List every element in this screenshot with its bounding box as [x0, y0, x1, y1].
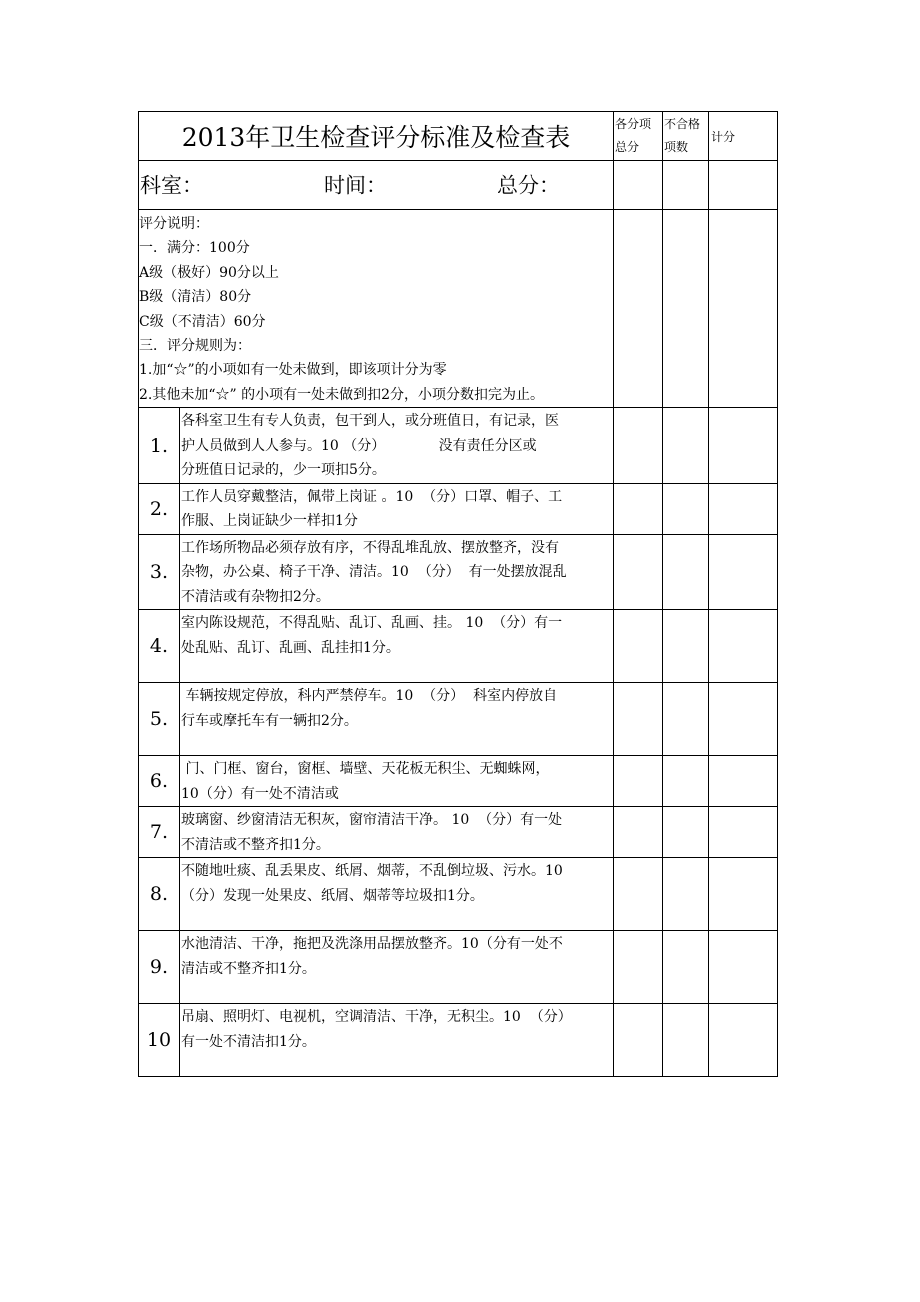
table-row [139, 858, 778, 931]
item-text: 门、门框、窗台，窗框、墙壁、天花板无积尘、无蜘蛛网， 10（分）有一处不清洁或 [180, 756, 614, 807]
rules-line: B级（清洁）80分 [139, 289, 252, 306]
table-row [139, 683, 778, 756]
rules-line: 评分说明： [139, 216, 209, 232]
inspection-table [138, 111, 778, 1077]
fail-count-header: 不合格 项数 [663, 112, 709, 161]
item-text: 玻璃窗、纱窗清洁无积灰，窗帘清洁干净。 10 （分）有一处 不清洁或不整齐扣1分。 [180, 807, 614, 858]
table-row [139, 1004, 778, 1077]
time-label: 时间： [324, 173, 387, 198]
item-number: 4. [139, 610, 180, 683]
rules-line: 2.其他未加“☆” 的小项有一处未做到扣2分，小项分数扣完为止。 [139, 386, 545, 403]
rules-line: 1.加“☆”的小项如有一处未做到，即该项计分为零 [139, 362, 447, 379]
table-row [139, 408, 778, 484]
table-row [139, 534, 778, 610]
item-number: 3. [139, 534, 180, 610]
item-number: 7. [139, 807, 180, 858]
rules-line: C级（不清洁）60分 [139, 313, 266, 330]
table-row [139, 483, 778, 534]
title-row [139, 112, 778, 161]
item-text: 工作场所物品必须存放有序，不得乱堆乱放、摆放整齐，没有 杂物，办公桌、椅子干净、清洁。10 （分） 有一处摆放混乱 不清洁或有杂物扣2分。 [180, 534, 614, 610]
total-label: 总分： [497, 173, 560, 198]
table-row [139, 807, 778, 858]
info-row [139, 161, 778, 210]
table-row [139, 610, 778, 683]
info-cell [139, 161, 614, 210]
rules-line: 三．评分规则为： [139, 338, 251, 355]
subtotal-header: 各分项 总分 [614, 112, 663, 161]
item-text: 工作人员穿戴整洁，佩带上岗证 。10 （分）口罩、帽子、工 作服、上岗证缺少一样扣1分 [180, 483, 614, 534]
page-title: 2013年卫生检查评分标准及检查表 [139, 112, 614, 161]
subtotal-cell [614, 161, 663, 210]
item-number: 2. [139, 483, 180, 534]
department-label: 科室： [140, 173, 203, 198]
item-number: 6. [139, 756, 180, 807]
table-row [139, 931, 778, 1004]
rules-line: A级（极好）90分以上 [139, 264, 279, 281]
item-text: 车辆按规定停放，科内严禁停车。10 （分） 科室内停放自 行车或摩托车有一辆扣2分。 [180, 683, 614, 756]
rules-line: 一．满分：100分 [139, 240, 250, 257]
score-cell [709, 161, 778, 210]
item-text: 吊扇、照明灯、电视机，空调清洁、干净，无积尘。10 （分） 有一处不清洁扣1分。 [180, 1004, 614, 1077]
scoring-rules [139, 210, 614, 408]
item-text: 室内陈设规范，不得乱贴、乱订、乱画、挂。 10 （分）有一 处乱贴、乱订、乱画、乱挂扣1分。 [180, 610, 614, 683]
rules-row [139, 210, 778, 408]
item-number: 5. [139, 683, 180, 756]
fail-count-cell [663, 161, 709, 210]
item-number: 8. [139, 858, 180, 931]
item-number: 10 [139, 1004, 180, 1077]
item-number: 1. [139, 408, 180, 484]
item-text: 各科室卫生有专人负责，包干到人，或分班值日，有记录，医 护人员做到人人参与。10 （分） 没有责任分区或 分班值日记录的，少一项扣5分。 [180, 408, 614, 484]
item-number: 9. [139, 931, 180, 1004]
item-text: 不随地吐痰、乱丢果皮、纸屑、烟蒂，不乱倒垃圾、污水。10 （分）发现一处果皮、纸屑、烟蒂等垃圾扣1分。 [180, 858, 614, 931]
table-row [139, 756, 778, 807]
item-text: 水池清洁、干净，拖把及洗涤用品摆放整齐。10（分有一处不 清洁或不整齐扣1分。 [180, 931, 614, 1004]
score-header: 计分 [709, 112, 778, 161]
